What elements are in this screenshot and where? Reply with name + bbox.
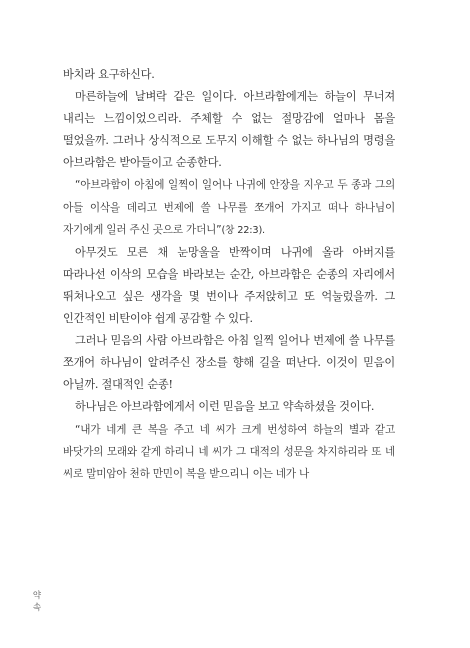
paragraph: 하나님은 아브라함에게서 이런 믿음을 보고 약속하셨을 것이다.	[75, 400, 375, 414]
quote-text: “아브라함이 아침에 일찍이 일어나 나귀에 안장을 지우고 두 종과 그의 아들 이삭을 데리고 번제에 쓸 나무를 쪼개어 가지고 떠나 하나님이 자기에게 일러 주신 곳으로 가더니”	[63, 179, 395, 236]
scripture-quote	[63, 174, 395, 241]
quote-citation: (창 22:3).	[221, 224, 265, 236]
paragraph: 그러나 믿음의 사람 아브라함은 아침 일찍 일어나 번제에 쓸 나무를 쪼개어 하나님이 알려주신 장소를 향해 길을 떠난다. 이것이 믿음이 아닐까. 절대적인 순종!	[63, 334, 395, 392]
paragraph: 마른하늘에 날벼락 같은 일이다. 아브라함에게는 하늘이 무너져 내리는 느낌이었으리라. 주체할 수 없는 절망감에 얼마나 몸을 떨었을까. 그러나 상식적으로 도무지 이해할 수 없는 하나님의 명령을 아브라함은 받아들이고 순종한다.	[63, 90, 395, 170]
paragraph: 아무것도 모른 채 눈망울을 반짝이며 나귀에 올라 아버지를 따라나선 이삭의 모습을 바라보는 순간, 아브라함은 순종의 자리에서 뛰쳐나오고 싶은 생각을 몇 번이나 주저앉히고 또 억눌렀을까. 그 인간적인 비탄이야 쉽게 공감할 수 있다.	[63, 245, 395, 326]
scripture-quote	[63, 419, 395, 485]
section-label-char: 속	[32, 603, 42, 613]
section-label-char: 약	[32, 591, 42, 601]
body-text	[63, 64, 395, 485]
paragraph: 바치라 요구하신다.	[63, 68, 155, 81]
quote-text: “내가 네게 큰 복을 주고 네 씨가 크게 번성하여 하늘의 별과 같고 바닷가의 모래와 같게 하리니 네 씨가 그 대적의 성문을 차지하리라 또 네 씨로 말미암아 천하 만민이 복을 받으리니 이는 네가 나	[63, 423, 395, 480]
running-section-label	[30, 590, 44, 614]
